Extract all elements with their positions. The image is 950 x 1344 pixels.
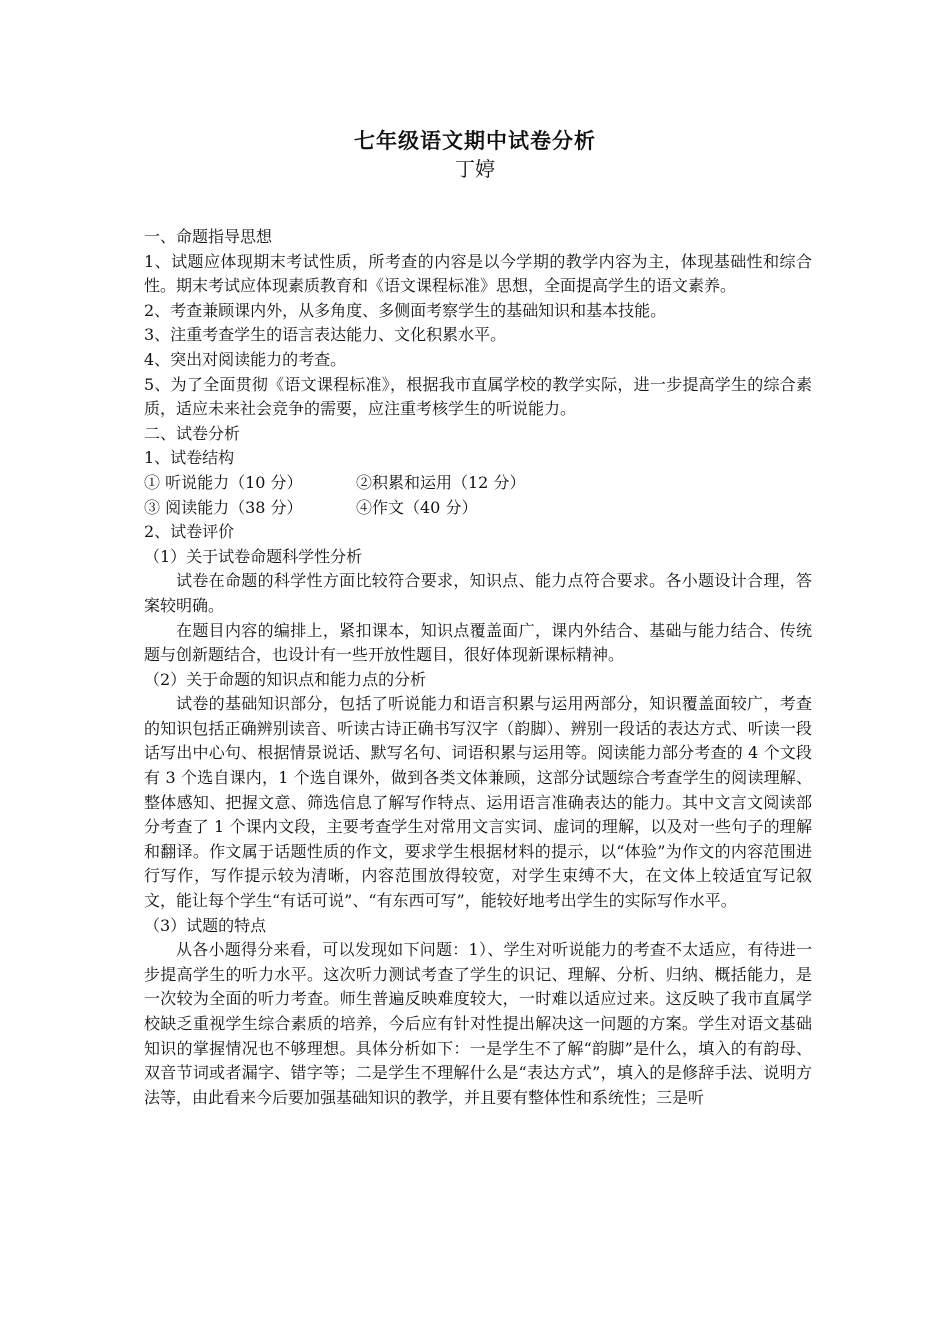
paragraph: 试卷的基础知识部分，包括了听说能力和语言积累与运用两部分，知识覆盖面较广，考查的知识包括正确辨别读音、听读古诗正确书写汉字（韵脚）、辨别一段话的表达方式、听读一段话写出中心句、根据情景说话、默写名句、词语积累与运用等。阅读能力部分考查的 4 个文段有 3 个选自课内，1 个选自课外，做到各类文体兼顾，这部分试题综合考查学生的阅读理解、整体感知、把握文意、筛选信息了解写作特点、运用语言准确表达的能力。其中文言文阅读部分考查了 1 个课内文段，主要考查学生对常用文言实词、虚词的理解，以及对一些句子的理解和翻译。作文属于话题性质的作文，要求学生根据材料的提示，以“体验”为作文的内容范围进行写作，写作提示较为清晰，内容范围放得较宽，对学生束缚不大，在文体上较适宜写记叙文，能让每个学生“有话可说”、“有东西可写”，能较好地考出学生的实际写作水平。 (144, 694, 812, 911)
section-heading: 二、试卷分析 (144, 423, 241, 443)
subsection-heading: 1、试卷结构 (144, 448, 235, 468)
section-heading: 一、命题指导思想 (144, 227, 273, 246)
document-body (144, 225, 812, 1110)
structure-item: ③ 阅读能力（38 分） (144, 497, 303, 517)
sub-heading: （1）关于试卷命题科学性分析 (144, 546, 363, 566)
sub-heading: （3）试题的特点 (144, 915, 267, 935)
subsection-heading: 2、试卷评价 (144, 522, 235, 542)
paragraph: 5、为了全面贯彻《语文课程标准》，根据我市直属学校的教学实际，进一步提高学生的综合素质，适应未来社会竞争的需要，应注重考核学生的听说能力。 (144, 374, 812, 419)
structure-row (144, 471, 812, 496)
paragraph: 1、试题应体现期末考试性质，所考查的内容是以今学期的教学内容为主，体现基础性和综合性。期末考试应体现素质教育和《语文课程标准》思想，全面提高学生的语文素养。 (144, 251, 812, 296)
paragraph: 从各小题得分来看，可以发现如下问题：1）、学生对听说能力的考查不太适应，有待进一步提高学生的听力水平。这次听力测试考查了学生的识记、理解、分析、归纳、概括能力，是一次较为全面的听力考查。师生普遍反映难度较大，一时难以适应过来。这反映了我市直属学校缺乏重视学生综合素质的培养，今后应有针对性提出解决这一问题的方案。学生对语文基础知识的掌握情况也不够理想。具体分析如下：一是学生不了解“韵脚”是什么，填入的有韵母、双音节词或者漏字、错字等；二是学生不理解什么是“表达方式”，填入的是修辞手法、说明方法等，由此看来今后要加强基础知识的教学，并且要有整体性和系统性；三是听 (144, 940, 812, 1107)
paragraph: 2、考查兼顾课内外，从多角度、多侧面考察学生的基础知识和基本技能。 (144, 300, 667, 320)
paragraph: 在题目内容的编排上，紧扣课本，知识点覆盖面广，课内外结合、基础与能力结合、传统题与创新题结合，也设计有一些开放性题目，很好体现新课标精神。 (144, 620, 812, 665)
structure-item: ②积累和运用（12 分） (356, 472, 526, 492)
paragraph: 试卷在命题的科学性方面比较符合要求，知识点、能力点符合要求。各小题设计合理，答案较明确。 (144, 571, 812, 615)
structure-row (144, 496, 812, 521)
structure-item: ④作文（40 分） (356, 497, 478, 517)
paragraph: 3、注重考查学生的语言表达能力、文化积累水平。 (144, 325, 507, 345)
document-author: 丁婷 (455, 157, 495, 181)
sub-heading: （2）关于命题的知识点和能力点的分析 (144, 669, 427, 689)
document-title: 七年级语文期中试卷分析 (354, 129, 596, 153)
paragraph: 4、突出对阅读能力的考查。 (144, 349, 347, 369)
structure-item: ① 听说能力（10 分） (144, 472, 303, 492)
